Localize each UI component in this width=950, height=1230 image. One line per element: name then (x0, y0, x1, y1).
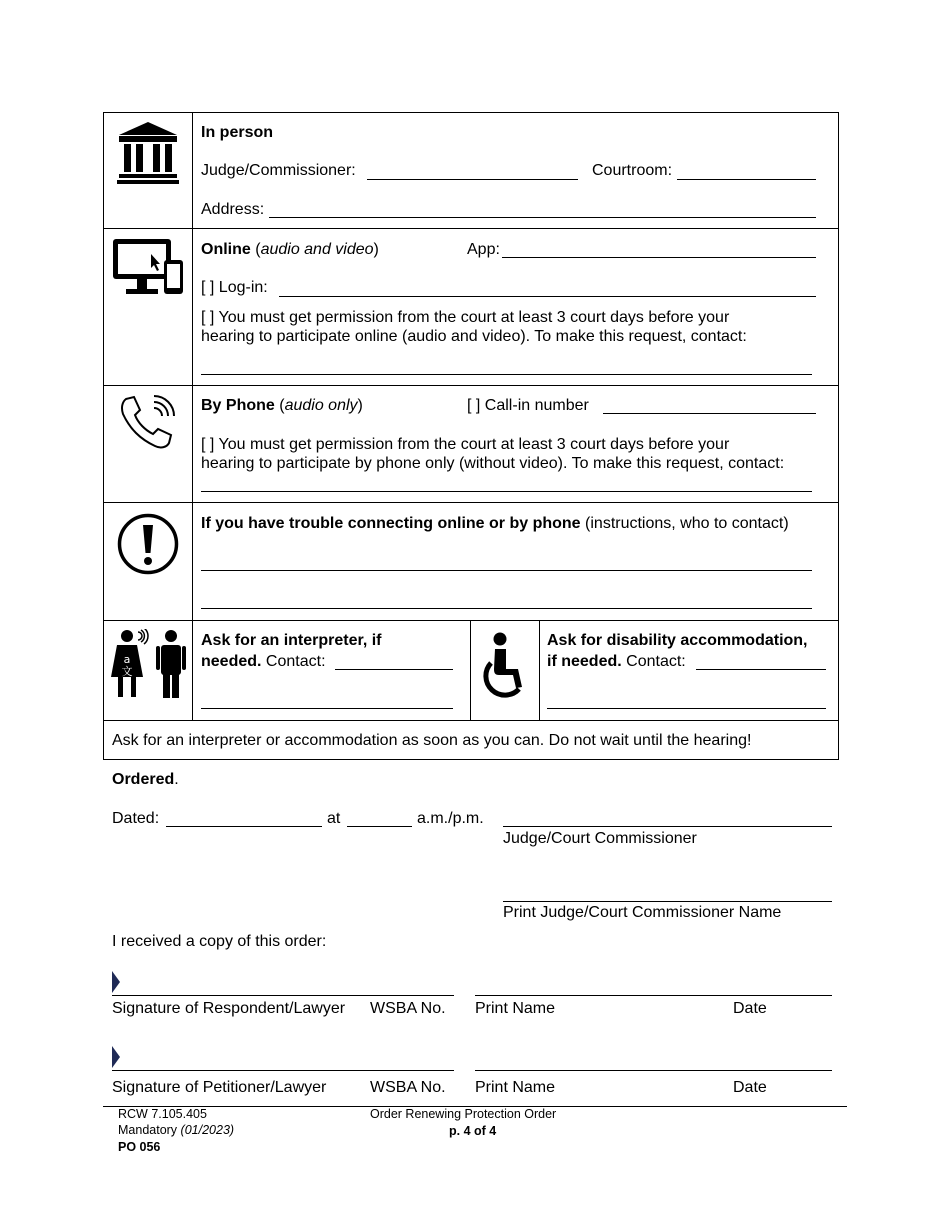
login-field[interactable] (279, 296, 816, 297)
petitioner-wsba-label: WSBA No. (370, 1079, 446, 1096)
phone-ringing-icon (118, 394, 180, 452)
trouble-heading (201, 515, 789, 533)
dated-field[interactable] (166, 826, 322, 827)
ordered-text: Ordered. (112, 771, 179, 788)
disability-line2: if needed. Contact: (547, 653, 686, 670)
phone-permission-line2: hearing to participate by phone only (without video). To make this request, contact: (201, 455, 785, 472)
footer-form-number: PO 056 (118, 1140, 161, 1154)
petitioner-print-name-field[interactable] (475, 1070, 832, 1071)
footer-form-title: Order Renewing Protection Order (370, 1107, 557, 1121)
online-title: Online (201, 241, 251, 258)
petitioner-print-name-label: Print Name (475, 1079, 556, 1096)
callin-checkbox[interactable]: [ ] (467, 397, 481, 414)
respondent-signature-field[interactable] (112, 995, 454, 996)
address-field[interactable] (269, 217, 816, 218)
courtroom-field[interactable] (677, 179, 816, 180)
column-divider (470, 620, 471, 720)
judge-signature-label: Judge/Court Commissioner (503, 830, 697, 847)
judge-commissioner-field[interactable] (367, 179, 578, 180)
reminder-text: Ask for an interpreter or accommodation as soon as you can. Do not wait until the hearing! (112, 732, 752, 749)
phone-contact-field[interactable] (201, 491, 812, 492)
respondent-print-name-field[interactable] (475, 995, 832, 996)
footer-rcw: RCW 7.105.405 (118, 1107, 207, 1121)
callin-label: Call-in number (484, 397, 589, 414)
online-permission-line2: hearing to participate online (audio and video). To make this request, contact: (201, 328, 747, 345)
courthouse-icon (116, 120, 180, 186)
row-divider (103, 620, 839, 621)
judge-signature-field[interactable] (503, 826, 832, 827)
at-label: at (327, 810, 341, 827)
callin-row (467, 397, 589, 415)
respondent-date-label: Date (733, 1000, 767, 1017)
footer-mandatory: Mandatory (01/2023) (118, 1123, 235, 1137)
time-field[interactable] (347, 826, 412, 827)
interpreter-icon (109, 629, 189, 699)
disability-contact-label: Contact: (626, 653, 686, 670)
svg-text:文: 文 (121, 665, 133, 678)
app-field[interactable] (502, 257, 816, 258)
trouble-title: If you have trouble connecting online or by phone (201, 515, 581, 532)
computer-phone-icon (111, 236, 187, 298)
disability-contact-field[interactable] (696, 669, 826, 670)
phone-permission-checkbox[interactable]: [ ] (201, 436, 215, 453)
signature-arrow-icon (112, 1046, 120, 1068)
judge-commissioner-label: Judge/Commissioner: (201, 162, 356, 179)
wheelchair-icon (479, 631, 529, 701)
row-divider (103, 385, 839, 386)
petitioner-signature-label: Signature of Petitioner/Lawyer (112, 1079, 327, 1096)
respondent-signature-label: Signature of Respondent/Lawyer (112, 1000, 346, 1017)
column-divider (539, 620, 540, 720)
interpreter-contact-field-2[interactable] (201, 708, 453, 709)
trouble-field-2[interactable] (201, 608, 812, 609)
callin-field[interactable] (603, 413, 816, 414)
online-permission-checkbox[interactable]: [ ] (201, 309, 215, 326)
received-copy-text: I received a copy of this order: (112, 933, 327, 950)
phone-title: By Phone (201, 397, 275, 414)
interpreter-contact-label: Contact: (265, 653, 326, 670)
phone-permission-line1: [ ] You must get permission from the court at least 3 court days before your (201, 436, 730, 453)
dated-label: Dated: (112, 810, 160, 827)
ampm-label: a.m./p.m. (417, 810, 484, 827)
interpreter-title-line1: Ask for an interpreter, if (201, 632, 382, 649)
row-divider (103, 720, 839, 721)
signature-arrow-icon (112, 971, 120, 993)
app-label: App: (467, 241, 500, 258)
petitioner-signature-field[interactable] (112, 1070, 454, 1071)
svg-text:a: a (123, 653, 131, 666)
phone-heading: By Phone (audio only) (201, 397, 363, 414)
row-divider (103, 228, 839, 229)
footer-page-number: p. 4 of 4 (449, 1124, 497, 1138)
respondent-print-name-label: Print Name (475, 1000, 556, 1017)
online-heading: Online (audio and video) (201, 241, 379, 258)
login-checkbox[interactable]: [ ] (201, 279, 215, 296)
disability-contact-field-2[interactable] (547, 708, 826, 709)
in-person-title: In person (201, 124, 274, 141)
online-subtitle: audio and video (260, 241, 374, 258)
row-divider (103, 502, 839, 503)
login-label: Log-in: (218, 279, 268, 296)
online-contact-field[interactable] (201, 374, 812, 375)
judge-print-name-field[interactable] (503, 901, 832, 902)
judge-print-name-label: Print Judge/Court Commissioner Name (503, 904, 782, 921)
exclamation-circle-icon (117, 513, 179, 575)
icon-column-divider (192, 112, 193, 720)
login-row (201, 279, 268, 297)
respondent-wsba-label: WSBA No. (370, 1000, 446, 1017)
phone-subtitle: audio only (284, 397, 358, 414)
online-permission-line1: [ ] You must get permission from the court at least 3 court days before your (201, 309, 730, 326)
address-label: Address: (201, 201, 265, 218)
disability-title-line1: Ask for disability accommodation, (547, 632, 808, 649)
trouble-field-1[interactable] (201, 570, 812, 571)
courtroom-label: Courtroom: (592, 162, 673, 179)
interpreter-contact-field[interactable] (335, 669, 453, 670)
petitioner-date-label: Date (733, 1079, 767, 1096)
trouble-note: (instructions, who to contact) (585, 515, 789, 532)
interpreter-line2: needed. Contact: (201, 653, 326, 670)
